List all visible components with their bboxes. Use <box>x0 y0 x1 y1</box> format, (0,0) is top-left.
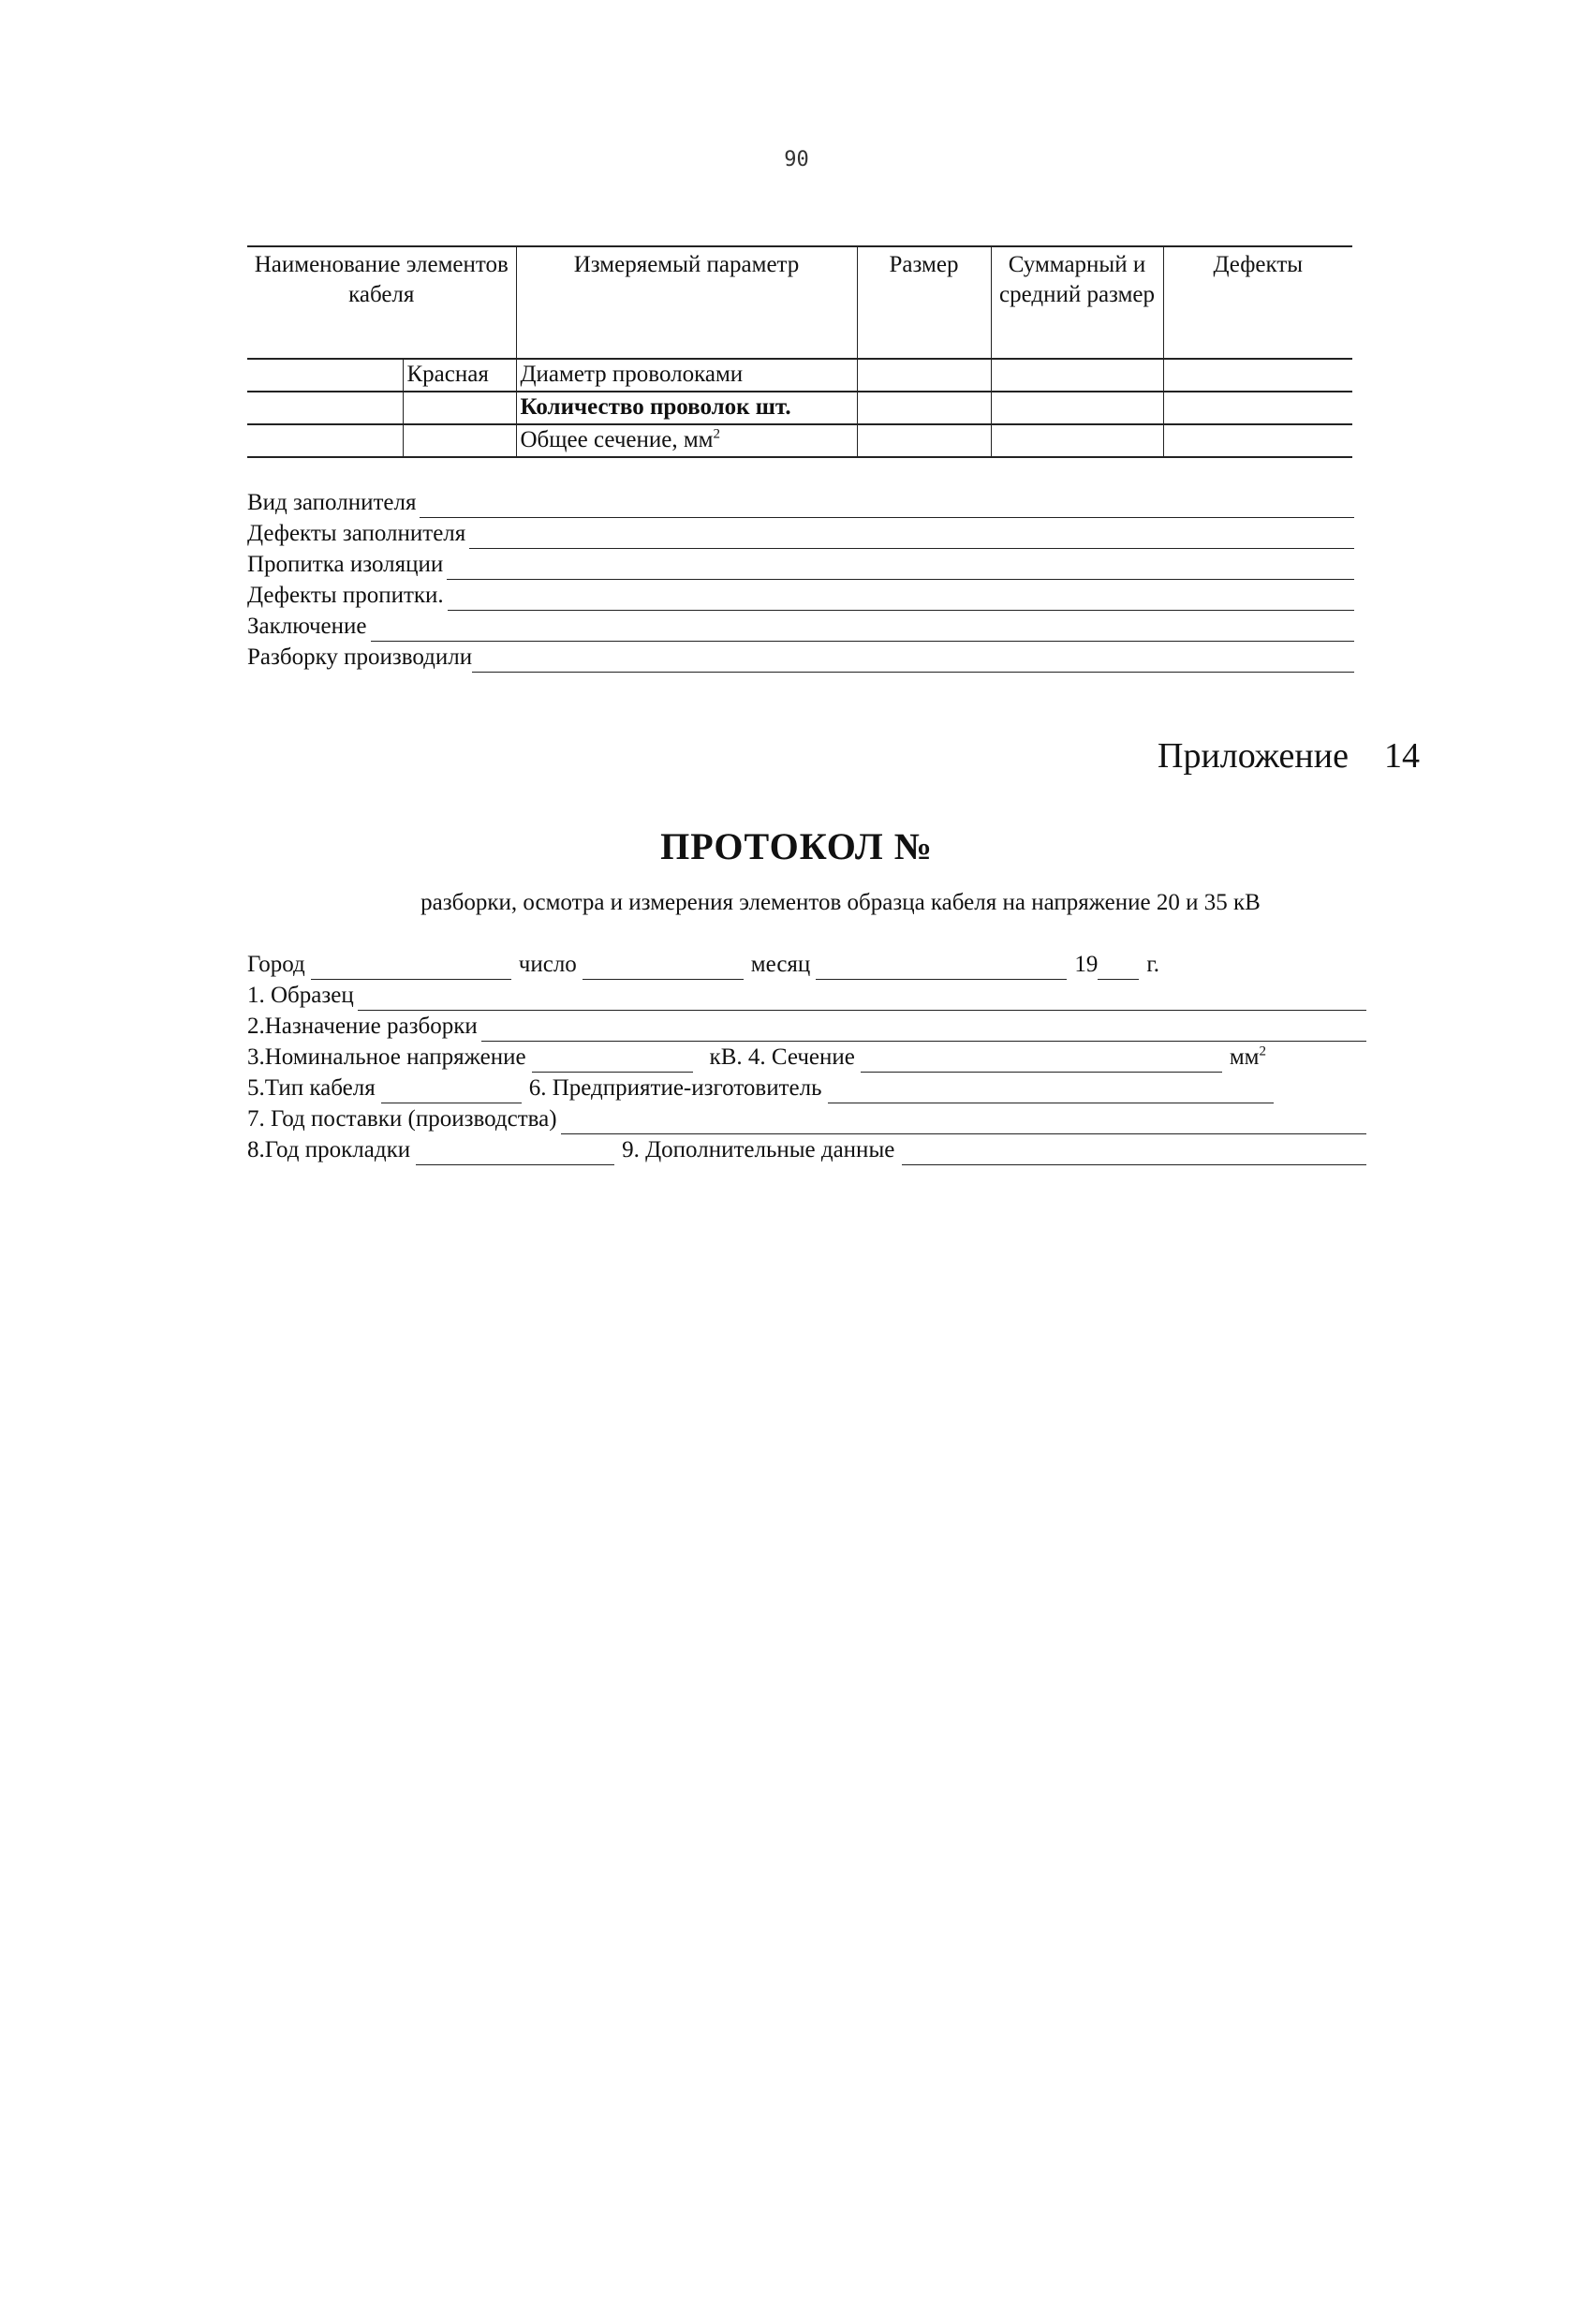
sample-field[interactable] <box>358 987 1366 1011</box>
table-cell[interactable] <box>857 359 991 392</box>
city-field[interactable] <box>311 956 511 980</box>
table-cell[interactable] <box>247 359 403 392</box>
table-cell[interactable] <box>1163 359 1352 392</box>
voltage-field[interactable] <box>532 1049 693 1073</box>
supply-year-field[interactable] <box>561 1111 1366 1134</box>
appendix-number: 14 <box>1383 736 1420 776</box>
fill-line[interactable] <box>447 556 1354 580</box>
section-label: кВ. 4. Сечение <box>709 1044 855 1070</box>
table-cell[interactable] <box>247 392 403 424</box>
field-label: Дефекты заполнителя <box>247 521 466 546</box>
table-header-row <box>247 246 1352 359</box>
row-parameter-label: Количество проволок шт. <box>516 392 857 424</box>
field-disassembled-by <box>247 642 1354 673</box>
section-field[interactable] <box>861 1049 1222 1073</box>
manufacturer-label: 6. Предприятие-изготовитель <box>528 1075 822 1101</box>
form-row-laying-year <box>247 1134 1366 1165</box>
protocol-subtitle: разборки, осмотра и измерения элементов образца кабеля на напряжение 20 и 35 кВ <box>420 890 1261 915</box>
day-label: число <box>518 952 577 977</box>
year-prefix: 19 <box>1074 952 1099 977</box>
row-parameter-label: Общее сечение, $мм^2$ <box>516 424 857 457</box>
header-defects: Дефекты <box>1163 246 1352 359</box>
fill-line[interactable] <box>371 618 1355 642</box>
table-cell[interactable] <box>1163 392 1352 424</box>
appendix-heading <box>1158 735 1420 777</box>
page-number: 90 <box>784 148 809 171</box>
form-row-supply-year <box>247 1103 1366 1134</box>
manufacturer-field[interactable] <box>828 1080 1274 1103</box>
purpose-label: 2.Назначение разборки <box>247 1014 478 1039</box>
supply-year-label: 7. Год поставки (производства) <box>247 1106 557 1132</box>
cable-elements-table <box>247 245 1352 458</box>
laying-year-label: 8.Год прокладки <box>247 1137 411 1162</box>
table-row <box>247 359 1352 392</box>
fill-line[interactable] <box>472 649 1354 673</box>
field-label: Вид заполнителя <box>247 490 417 515</box>
fill-line[interactable] <box>420 495 1354 518</box>
year-suffix: г. <box>1146 952 1159 977</box>
form-row-voltage <box>247 1042 1366 1073</box>
protocol-form <box>247 949 1366 1165</box>
day-field[interactable] <box>583 956 744 980</box>
field-insulation-impregnation <box>247 549 1354 580</box>
form-row-sample <box>247 980 1366 1011</box>
field-conclusion <box>247 611 1354 642</box>
table-row <box>247 392 1352 424</box>
header-measured-parameter: Измеряемый параметр <box>516 246 857 359</box>
table-cell[interactable] <box>1163 424 1352 457</box>
table-cell[interactable] <box>991 359 1163 392</box>
year-field[interactable] <box>1098 956 1139 980</box>
field-label: Разборку производили <box>247 644 473 670</box>
form-row-date <box>247 949 1366 980</box>
purpose-field[interactable] <box>481 1018 1366 1042</box>
field-filler-type <box>247 487 1354 518</box>
table-cell[interactable] <box>991 392 1163 424</box>
row-parameter-label: Диаметр проволоками <box>516 359 857 392</box>
cable-type-label: 5.Тип кабеля <box>247 1075 376 1101</box>
table-cell[interactable] <box>403 392 516 424</box>
table-row <box>247 424 1352 457</box>
cable-type-field[interactable] <box>381 1080 522 1103</box>
city-label: Город <box>247 952 305 977</box>
form-row-cable-type <box>247 1073 1366 1103</box>
field-label: Дефекты пропитки. <box>247 583 444 608</box>
mm-unit: $мм^2$ <box>1229 1044 1266 1070</box>
table-cell[interactable] <box>403 424 516 457</box>
protocol-title: ПРОТОКОЛ № <box>660 825 933 867</box>
header-cable-elements: Наименование элементов кабеля <box>247 246 516 359</box>
table-cell[interactable] <box>857 392 991 424</box>
extra-data-field[interactable] <box>902 1142 1366 1165</box>
form-row-purpose <box>247 1011 1366 1042</box>
field-filler-defects <box>247 518 1354 549</box>
month-label: месяц <box>750 952 811 977</box>
laying-year-field[interactable] <box>416 1142 614 1165</box>
header-size: Размер <box>857 246 991 359</box>
field-label: Заключение <box>247 614 367 639</box>
sample-label: 1. Образец <box>247 983 354 1008</box>
fill-line[interactable] <box>448 587 1354 611</box>
table-cell[interactable] <box>991 424 1163 457</box>
table-cell[interactable] <box>857 424 991 457</box>
extra-data-label: 9. Дополнительные данные <box>622 1137 895 1162</box>
appendix-label: Приложение <box>1158 736 1349 776</box>
month-field[interactable] <box>816 956 1067 980</box>
fill-in-fields-top <box>247 487 1354 673</box>
field-impregnation-defects <box>247 580 1354 611</box>
voltage-label: 3.Номинальное напряжение <box>247 1044 526 1070</box>
table-cell[interactable] <box>247 424 403 457</box>
field-label: Пропитка изоляции <box>247 552 444 577</box>
header-total-average-size: Суммарный и средний размер <box>991 246 1163 359</box>
fill-line[interactable] <box>469 525 1354 549</box>
row-color-label: Красная <box>403 359 516 392</box>
